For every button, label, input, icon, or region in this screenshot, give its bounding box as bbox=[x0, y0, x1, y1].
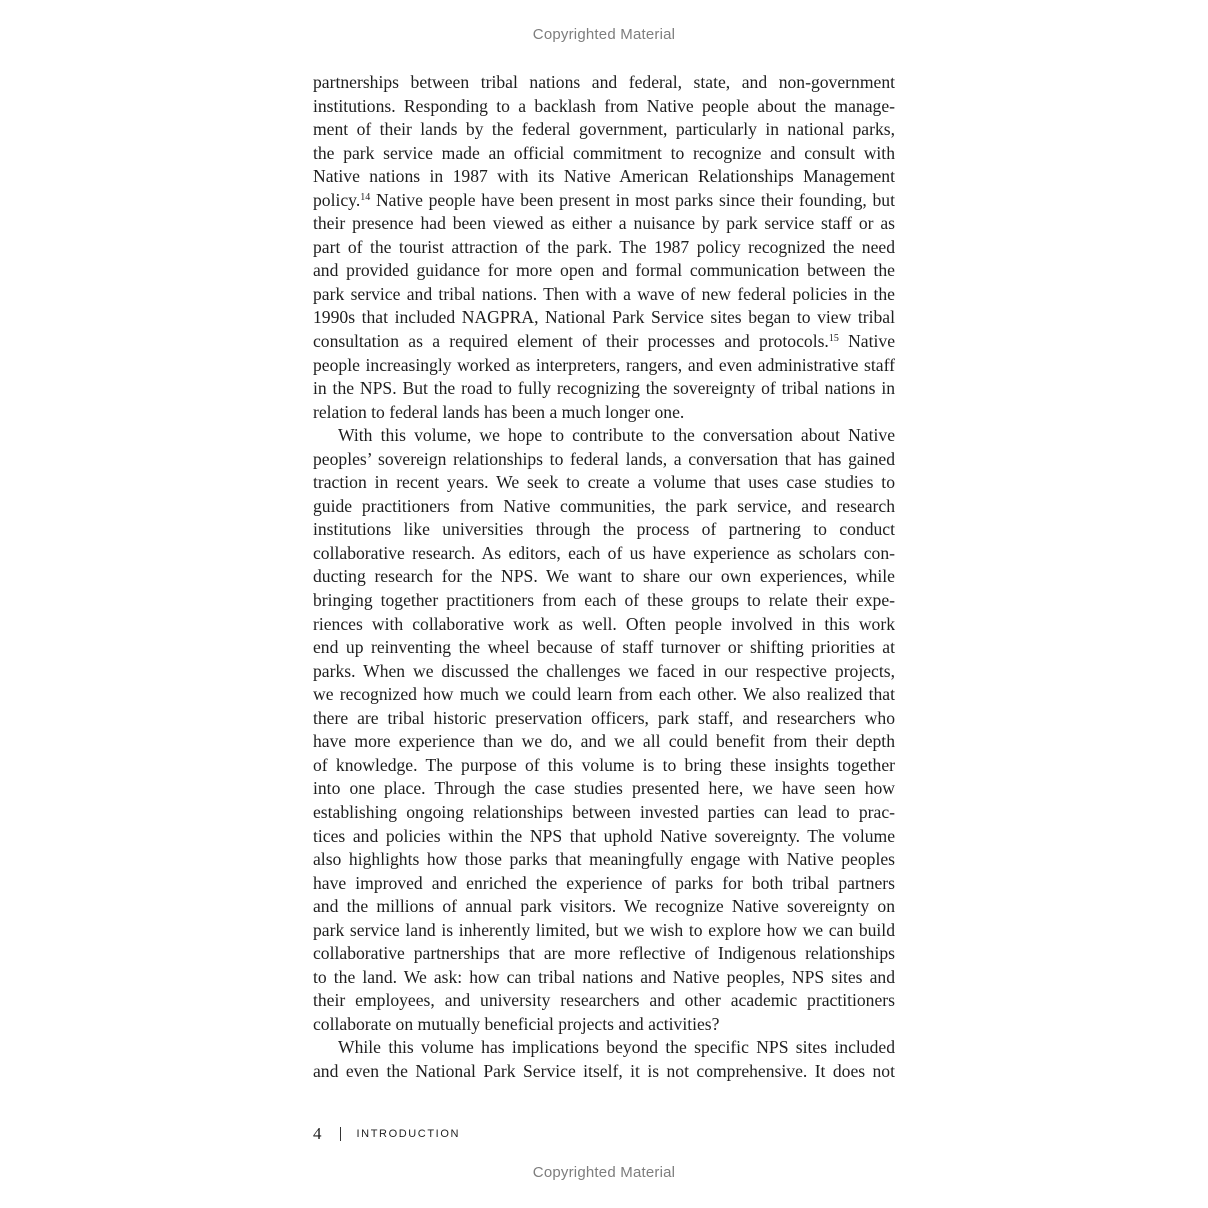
text-line: we recognized how much we could learn from each other. We also realized that bbox=[313, 684, 895, 705]
body-text bbox=[313, 71, 895, 1084]
text-line: traction in recent years. We seek to create a volume that uses case studies to bbox=[313, 472, 895, 493]
text-line: and even the National Park Service itself, it is not comprehensive. It does not bbox=[313, 1060, 895, 1081]
text-line: riences with collaborative work as well. Often people involved in this work bbox=[313, 613, 895, 634]
text-line: end up reinventing the wheel because of staff turnover or shifting priorities at bbox=[313, 637, 895, 658]
text-line: there are tribal historic preservation officers, park staff, and researchers who bbox=[313, 707, 895, 728]
footnote-ref-15[interactable]: 15 bbox=[828, 333, 839, 345]
text-line: their employees, and university researchers and other academic practitioners bbox=[313, 990, 895, 1011]
text-line: institutions like universities through the process of partnering to conduct bbox=[313, 519, 895, 540]
text-line: and provided guidance for more open and formal communication between the bbox=[313, 260, 895, 281]
text-line: park service and tribal nations. Then with a wave of new federal policies in the bbox=[313, 283, 895, 304]
text-line: establishing ongoing relationships between invested parties can lead to prac- bbox=[313, 801, 895, 822]
text-line: ment of their lands by the federal government, particularly in national parks, bbox=[313, 119, 895, 140]
text-fragment: While this volume has implications beyond the specific NPS sites included bbox=[338, 1037, 895, 1058]
text-line: relation to federal lands has been a much longer one. bbox=[313, 401, 685, 422]
text-line: 1990s that included NAGPRA, National Park Service sites began to view tribal bbox=[313, 307, 895, 328]
text-line: have more experience than we do, and we all could benefit from their depth bbox=[313, 731, 895, 752]
text-line: park service land is inherently limited, but we wish to explore how we can build bbox=[313, 919, 895, 940]
text-line: bringing together practitioners from each of these groups to relate their expe- bbox=[313, 590, 895, 611]
text-line: of knowledge. The purpose of this volume is to bring these insights together bbox=[313, 754, 895, 775]
text-line: collaborative partnerships that are more reflective of Indigenous relationships bbox=[313, 943, 895, 964]
text-line: their presence had been viewed as either a nuisance by park service staff or as bbox=[313, 213, 895, 234]
page-number: 4 bbox=[313, 1124, 322, 1143]
running-head: INTRODUCTION bbox=[356, 1128, 461, 1140]
text-line: partnerships between tribal nations and federal, state, and non-government bbox=[313, 72, 895, 92]
text-line: have improved and enriched the experience of parks for both tribal partners bbox=[313, 872, 895, 893]
text-line bbox=[313, 424, 895, 448]
text-line bbox=[313, 330, 895, 354]
text-line: Native nations in 1987 with its Native American Relationships Management bbox=[313, 166, 895, 187]
text-line: collaborate on mutually beneficial projects and activities? bbox=[313, 1013, 720, 1034]
text-fragment: Native bbox=[838, 331, 895, 352]
text-line: the park service made an official commitment to recognize and consult with bbox=[313, 142, 895, 163]
text-line: and the millions of annual park visitors. We recognize Native sovereignty on bbox=[313, 896, 895, 917]
footer-divider bbox=[340, 1127, 341, 1141]
text-line: ducting research for the NPS. We want to share our own experiences, while bbox=[313, 566, 895, 587]
copyright-watermark-top: Copyrighted Material bbox=[532, 26, 676, 43]
copyright-watermark-bottom: Copyrighted Material bbox=[532, 1164, 676, 1181]
text-line bbox=[313, 189, 895, 213]
text-fragment: Native people have been present in most parks since their founding, but bbox=[370, 189, 895, 210]
text-line: into one place. Through the case studies presented here, we have seen how bbox=[313, 778, 895, 799]
text-line: tices and policies within the NPS that uphold Native sovereignty. The volume bbox=[313, 825, 895, 846]
text-fragment: policy. bbox=[313, 189, 361, 210]
text-line: to the land. We ask: how can tribal nations and Native peoples, NPS sites and bbox=[313, 966, 895, 987]
footnote-ref-14[interactable]: 14 bbox=[360, 191, 371, 203]
page-footer bbox=[313, 1124, 460, 1144]
text-line: people increasingly worked as interpreters, rangers, and even administrative staff bbox=[313, 354, 895, 375]
text-line: also highlights how those parks that meaningfully engage with Native peoples bbox=[313, 849, 895, 870]
text-line: guide practitioners from Native communities, the park service, and research bbox=[313, 495, 895, 516]
text-line bbox=[313, 1036, 895, 1060]
text-line: part of the tourist attraction of the park. The 1987 policy recognized the need bbox=[313, 236, 895, 257]
text-line: parks. When we discussed the challenges we faced in our respective projects, bbox=[313, 660, 895, 681]
text-line: institutions. Responding to a backlash from Native people about the manage- bbox=[313, 95, 895, 116]
text-line: collaborative research. As editors, each of us have experience as scholars con- bbox=[313, 542, 895, 563]
text-fragment: consultation as a required element of their processes and protocols. bbox=[313, 331, 829, 352]
text-line: in the NPS. But the road to fully recognizing the sovereignty of tribal nations in bbox=[313, 378, 895, 399]
text-fragment: With this volume, we hope to contribute to the conversation about Native bbox=[338, 425, 895, 446]
text-line: peoples’ sovereign relationships to federal lands, a conversation that has gained bbox=[313, 448, 895, 469]
